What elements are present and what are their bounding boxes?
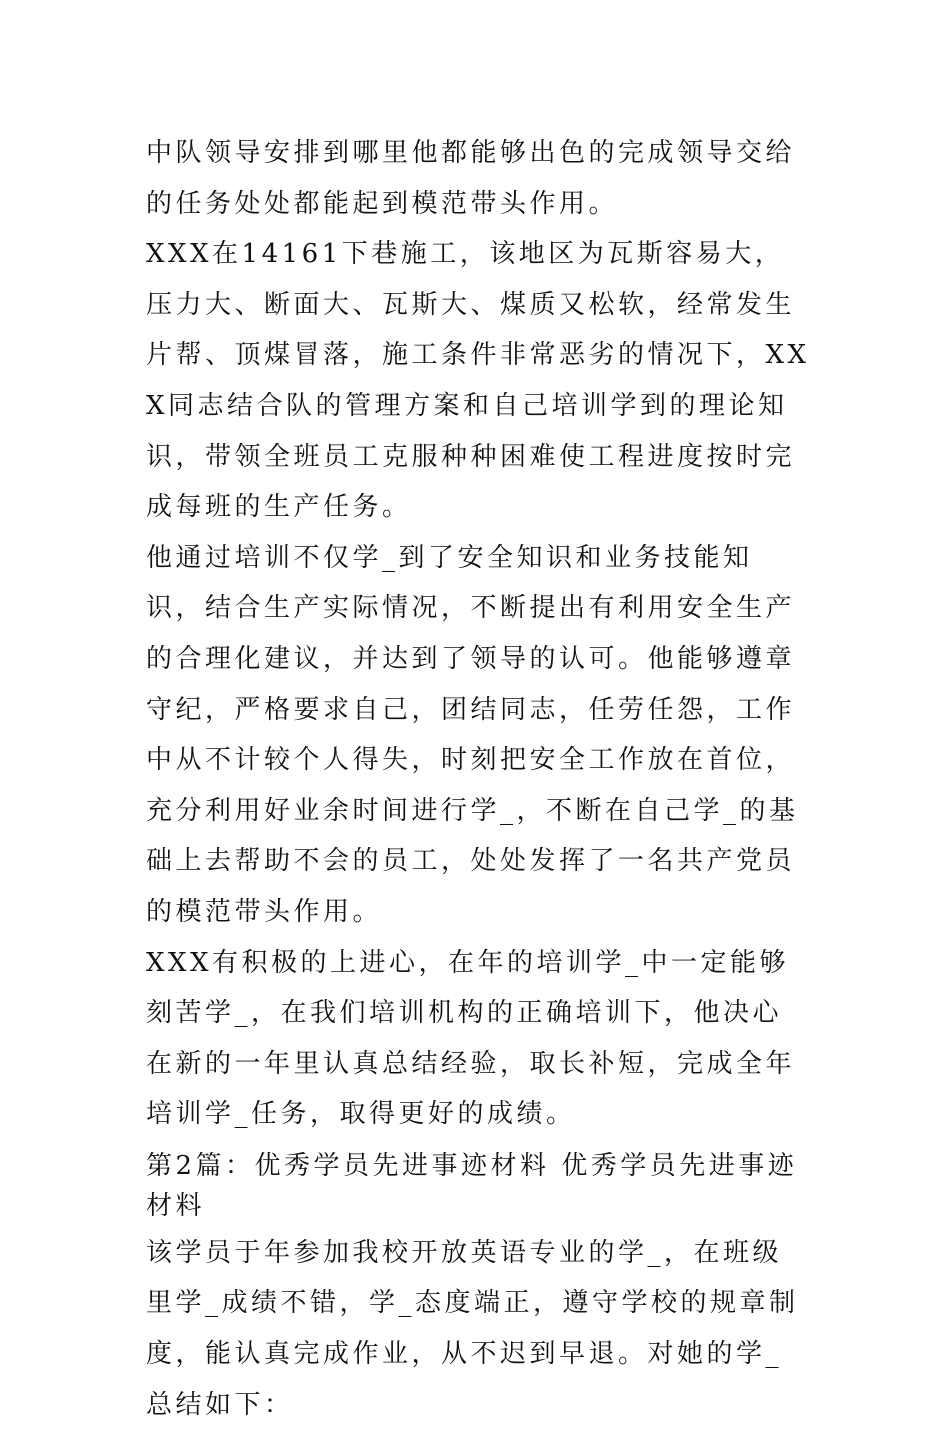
document-page xyxy=(146,128,810,1430)
section-paragraph-1: 该学员于年参加我校开放英语专业的学_，在班级里学_成绩不错，学_态度端正，遵守学校的规章制度，能认真完成作业，从不迟到早退。对她的学_总结如下： xyxy=(146,1237,799,1420)
paragraph-2: XXX在14161下巷施工，该地区为瓦斯容易大，压力大、断面大、瓦斯大、煤质又松软，经常发生片帮、顶煤冒落，施工条件非常恶劣的情况下，XXX同志结合队的管理方案和自己培训学到的理论知识，带领全班员工克服种种困难使工程进度按时完成每班的生产任务。 xyxy=(146,239,810,523)
paragraph-1: 中队领导安排到哪里他都能够出色的完成领导交给的任务处处都能起到模范带头作用。 xyxy=(146,138,796,219)
paragraph-3: 他通过培训不仅学_到了安全知识和业务技能知识，结合生产实际情况，不断提出有利用安全生产的合理化建议，并达到了领导的认可。他能够遵章守纪，严格要求自己，团结同志，任劳任怨，工作中从不计较个人得失，时刻把安全工作放在首位，充分利用好业余时间进行学_，不断在自己学_的基础上去帮助不会的员工，处处发挥了一名共产党员的模范带头作用。 xyxy=(146,542,799,927)
section-heading: 第2篇：优秀学员先进事迹材料 优秀学员先进事迹材料 xyxy=(146,1150,798,1221)
paragraph-4: XXX有积极的上进心，在年的培训学_中一定能够刻苦学_，在我们培训机构的正确培训下，他决心在新的一年里认真总结经验，取长补短，完成全年培训学_任务，取得更好的成绩。 xyxy=(146,947,796,1130)
